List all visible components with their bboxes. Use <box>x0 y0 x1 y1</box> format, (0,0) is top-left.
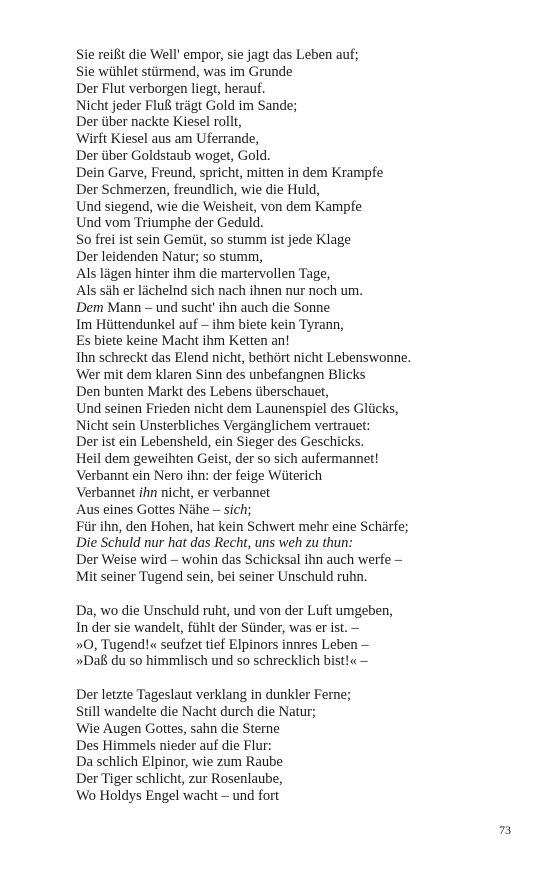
poem-line: Dein Garve, Freund, spricht, mitten in dem Krampfe <box>76 164 384 181</box>
poem-line: Sie wühlet stürmend, was im Grunde <box>76 63 293 80</box>
poem-line <box>76 535 516 552</box>
poem-line: Wo Holdys Engel wacht – und fort <box>76 788 280 805</box>
poem-line: Der letzte Tageslaut verklang in dunkler Ferne; <box>76 687 352 704</box>
poem-line: Ihn schreckt das Elend nicht, bethört nicht Lebenswonne. <box>76 350 412 367</box>
poem-line: Der ist ein Lebensheld, ein Sieger des Geschicks. <box>76 434 365 451</box>
poem-line: So frei ist sein Gemüt, so stumm ist jede Klage <box>76 232 351 249</box>
stanza <box>76 47 516 586</box>
page-number: 73 <box>499 823 511 837</box>
poem-line: Es biete keine Macht ihm Ketten an! <box>76 333 290 350</box>
poem-line: Und vom Triumphe der Geduld. <box>76 215 264 232</box>
poem-line: Sie reißt die Well' empor, sie jagt das Leben auf; <box>76 47 359 63</box>
poem-line: Da schlich Elpinor, wie zum Raube <box>76 754 283 771</box>
italic-text: sich <box>223 501 248 518</box>
stanza <box>76 603 516 670</box>
poem-line: Still wandelte die Nacht durch die Natur; <box>76 703 316 720</box>
poem-line: Den bunten Markt des Lebens überschauet, <box>76 383 329 400</box>
poem-line: Der über Goldstaub woget, Gold. <box>76 148 271 165</box>
poem-line: Der Flut verborgen liegt, herauf. <box>76 80 266 97</box>
poem-line: Wie Augen Gottes, sahn die Sterne <box>76 720 280 737</box>
italic-text: Dem <box>76 299 104 316</box>
poem-line: Und seinen Frieden nicht dem Launenspiel des Glücks, <box>76 400 399 417</box>
poem-line: »Daß du so himmlisch und so schrecklich bist!« – <box>76 653 368 670</box>
poem-line: Für ihn, den Hohen, hat kein Schwert mehr eine Schärfe; <box>76 518 409 535</box>
poem-line: Dem Mann – und sucht' ihn auch die Sonne <box>76 299 330 316</box>
poem-line: Und siegend, wie die Weisheit, von dem Kampfe <box>76 198 362 215</box>
poem-line: Als säh er lächelnd sich nach ihnen nur noch um. <box>76 282 363 299</box>
italic-text: Die Schuld nur hat das Recht, uns weh zu thun: <box>76 535 354 552</box>
poem-line: Verbannet ihn nicht, er verbannet <box>76 484 271 501</box>
poem-line: Mit seiner Tugend sein, bei seiner Unschuld ruhn. <box>76 569 368 586</box>
poem-line: Des Himmels nieder auf die Flur: <box>76 737 272 754</box>
poem-line: Heil dem geweihten Geist, der so sich aufermannet! <box>76 451 380 468</box>
poem-text-block <box>76 47 516 822</box>
poem-line: Da, wo die Unschuld ruht, und von der Luft umgeben, <box>76 602 393 619</box>
poem-line: Nicht sein Unsterbliches Vergänglichem vertrauet: <box>76 417 371 434</box>
poem-line: Im Hüttendunkel auf – ihm biete kein Tyrann, <box>76 316 344 333</box>
poem-line: Der leidenden Natur; so stumm, <box>76 249 263 266</box>
stanza <box>76 687 516 805</box>
italic-text: ihn <box>138 484 158 501</box>
poem-line: Wirft Kiesel aus am Uferrande, <box>76 131 259 148</box>
poem-line: Als lägen hinter ihm die martervollen Tage, <box>76 265 331 282</box>
poem-line: Verbannt ein Nero ihn: der feige Wüterich <box>76 468 323 485</box>
poem-line: Der über nackte Kiesel rollt, <box>76 114 242 131</box>
poem-line: Der Weise wird – wohin das Schicksal ihn auch werfe – <box>76 552 403 569</box>
poem-line: Der Tiger schlicht, zur Rosenlaube, <box>76 771 283 788</box>
poem-line: Wer mit dem klaren Sinn des unbefangnen Blicks <box>76 367 366 384</box>
poem-line: Aus eines Gottes Nähe – sich; <box>76 501 252 518</box>
poem-line: In der sie wandelt, fühlt der Sünder, was er ist. – <box>76 619 359 636</box>
poem-line: Nicht jeder Fluß trägt Gold im Sande; <box>76 97 298 114</box>
poem-line: Der Schmerzen, freundlich, wie die Huld, <box>76 181 320 198</box>
poem-line: »O, Tugend!« seufzet tief Elpinors innres Leben – <box>76 636 369 653</box>
